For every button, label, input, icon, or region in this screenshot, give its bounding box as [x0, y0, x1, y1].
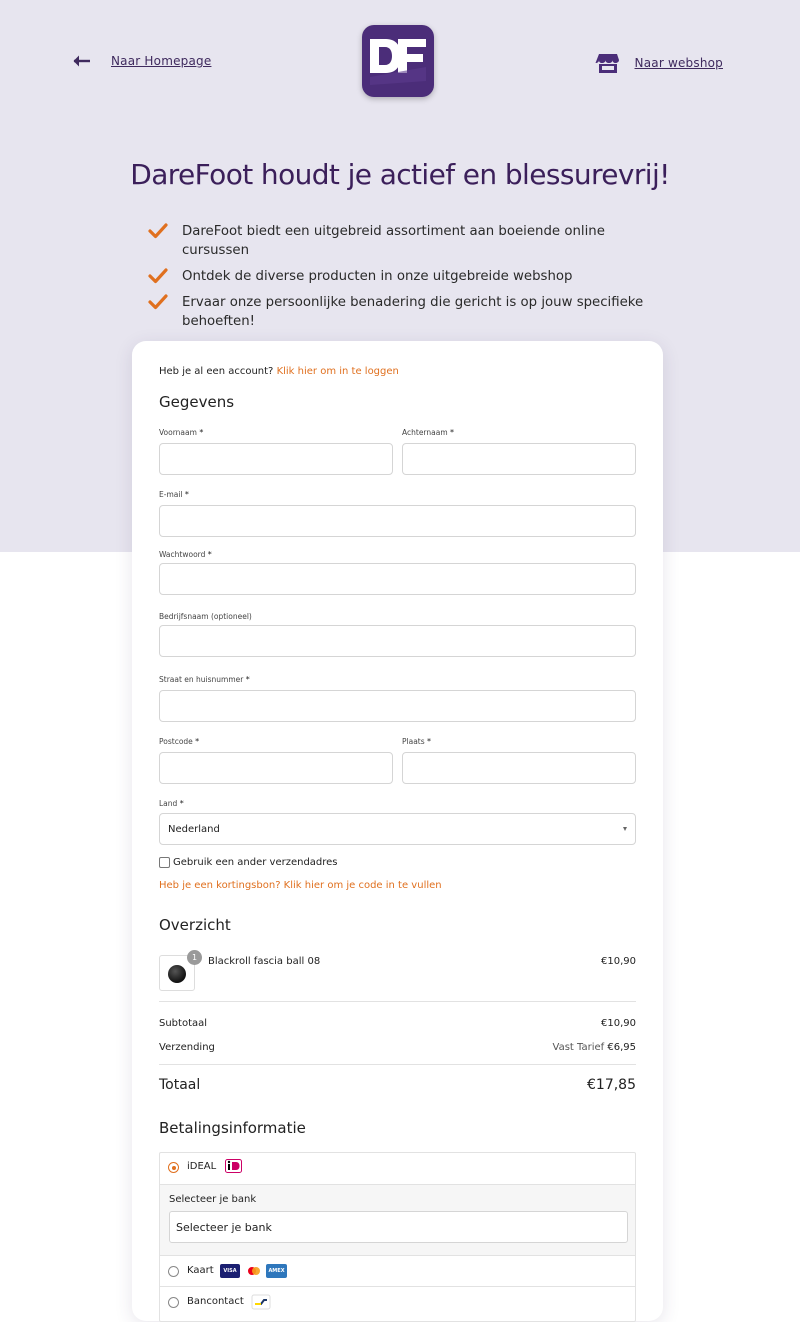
company-input[interactable] — [159, 625, 636, 657]
login-link[interactable]: Klik hier om in te loggen — [276, 366, 399, 377]
benefits-list — [148, 222, 668, 338]
alt-shipping-label[interactable]: Gebruik een ander verzendadres — [173, 857, 338, 868]
darefoot-logo[interactable] — [362, 25, 434, 97]
product-price: €10,90 — [601, 956, 636, 967]
top-navigation — [0, 0, 800, 120]
benefit-text: Ontdek de diverse producten in onze uitgebreide webshop — [182, 269, 573, 284]
payment-option-card[interactable] — [160, 1256, 635, 1286]
shipping-method: Vast Tarief — [552, 1042, 605, 1053]
shipping-value: €6,95 — [607, 1042, 636, 1053]
store-icon — [596, 52, 620, 74]
benefit-item — [148, 222, 668, 260]
ideal-logo-icon — [225, 1159, 242, 1173]
payment-option-ideal[interactable] — [160, 1153, 635, 1184]
last-name-label: Achternaam * — [402, 428, 455, 437]
city-label: Plaats * — [402, 737, 432, 746]
product-name: Blackroll fascia ball 08 — [208, 956, 321, 967]
bank-prompt-label: Selecteer je bank — [169, 1194, 257, 1205]
total-value: €17,85 — [587, 1077, 636, 1093]
logo-mark — [362, 25, 434, 97]
divider — [159, 1001, 636, 1002]
login-prompt — [159, 366, 636, 377]
card-radio[interactable] — [168, 1266, 179, 1277]
benefit-item — [148, 293, 668, 331]
payment-section-title: Betalingsinformatie — [159, 1119, 306, 1137]
coupon-link[interactable]: Heb je een kortingsbon? Klik hier om je code in te vullen — [159, 880, 442, 891]
amex-icon: AMEX — [266, 1264, 287, 1278]
bancontact-logo-icon — [252, 1295, 270, 1309]
to-webshop-link[interactable] — [596, 52, 723, 74]
shipping-value-row — [553, 1042, 636, 1053]
benefit-item — [148, 267, 668, 286]
page-headline: DareFoot houdt je actief en blessurevrij! — [130, 158, 670, 191]
benefit-text: Ervaar onze persoonlijke benadering die gericht is op jouw specifieke behoeften! — [182, 295, 644, 329]
street-label: Straat en huisnummer * — [159, 675, 250, 684]
subtotal-label: Subtotaal — [159, 1018, 208, 1029]
visa-icon: VISA — [220, 1264, 240, 1278]
product-image — [168, 965, 186, 983]
total-label: Totaal — [159, 1077, 201, 1093]
city-input[interactable] — [402, 752, 636, 784]
back-to-homepage-link[interactable] — [72, 52, 211, 70]
email-input[interactable] — [159, 505, 636, 537]
checkmark-icon — [148, 267, 168, 285]
alt-shipping-row[interactable] — [159, 857, 338, 868]
postcode-input[interactable] — [159, 752, 393, 784]
payment-option-bancontact[interactable] — [160, 1287, 635, 1317]
details-section-title: Gegevens — [159, 393, 235, 411]
divider — [159, 1064, 636, 1065]
mastercard-icon — [244, 1264, 264, 1278]
payment-methods — [159, 1152, 636, 1322]
back-link-label[interactable]: Naar Homepage — [111, 54, 212, 68]
bank-select[interactable] — [169, 1211, 628, 1243]
last-name-input[interactable] — [402, 443, 636, 475]
checkmark-icon — [148, 293, 168, 311]
country-select-value: Nederland — [168, 823, 220, 835]
product-thumbnail — [159, 953, 198, 991]
bank-selector-panel — [160, 1185, 635, 1255]
shipping-label: Verzending — [159, 1042, 215, 1053]
password-label: Wachtwoord * — [159, 550, 212, 559]
alt-shipping-checkbox[interactable] — [159, 857, 170, 868]
checkmark-icon — [148, 222, 168, 240]
street-input[interactable] — [159, 690, 636, 722]
bancontact-radio[interactable] — [168, 1297, 179, 1308]
subtotal-value: €10,90 — [601, 1018, 636, 1029]
arrow-left-icon — [72, 52, 92, 70]
webshop-link-label[interactable]: Naar webshop — [634, 56, 723, 70]
postcode-label: Postcode * — [159, 737, 200, 746]
password-input[interactable] — [159, 563, 636, 595]
country-select[interactable] — [159, 813, 636, 845]
first-name-input[interactable] — [159, 443, 393, 475]
benefit-text: DareFoot biedt een uitgebreid assortiment aan boeiende online cursussen — [182, 224, 605, 258]
checkout-card — [132, 341, 663, 1321]
country-label: Land * — [159, 799, 184, 808]
email-label: E-mail * — [159, 490, 189, 499]
overview-section-title: Overzicht — [159, 916, 231, 934]
company-label: Bedrijfsnaam (optioneel) — [159, 612, 252, 621]
caret-down-icon — [623, 827, 627, 831]
quantity-badge: 1 — [187, 950, 202, 965]
ideal-radio[interactable] — [168, 1162, 179, 1173]
bank-select-value: Selecteer je bank — [176, 1220, 272, 1234]
login-prompt-text: Heb je al een account? — [159, 366, 274, 377]
ideal-label[interactable]: iDEAL — [187, 1161, 217, 1172]
card-label[interactable]: Kaart — [187, 1265, 214, 1276]
bancontact-label[interactable]: Bancontact — [187, 1296, 244, 1307]
first-name-label: Voornaam * — [159, 428, 204, 437]
